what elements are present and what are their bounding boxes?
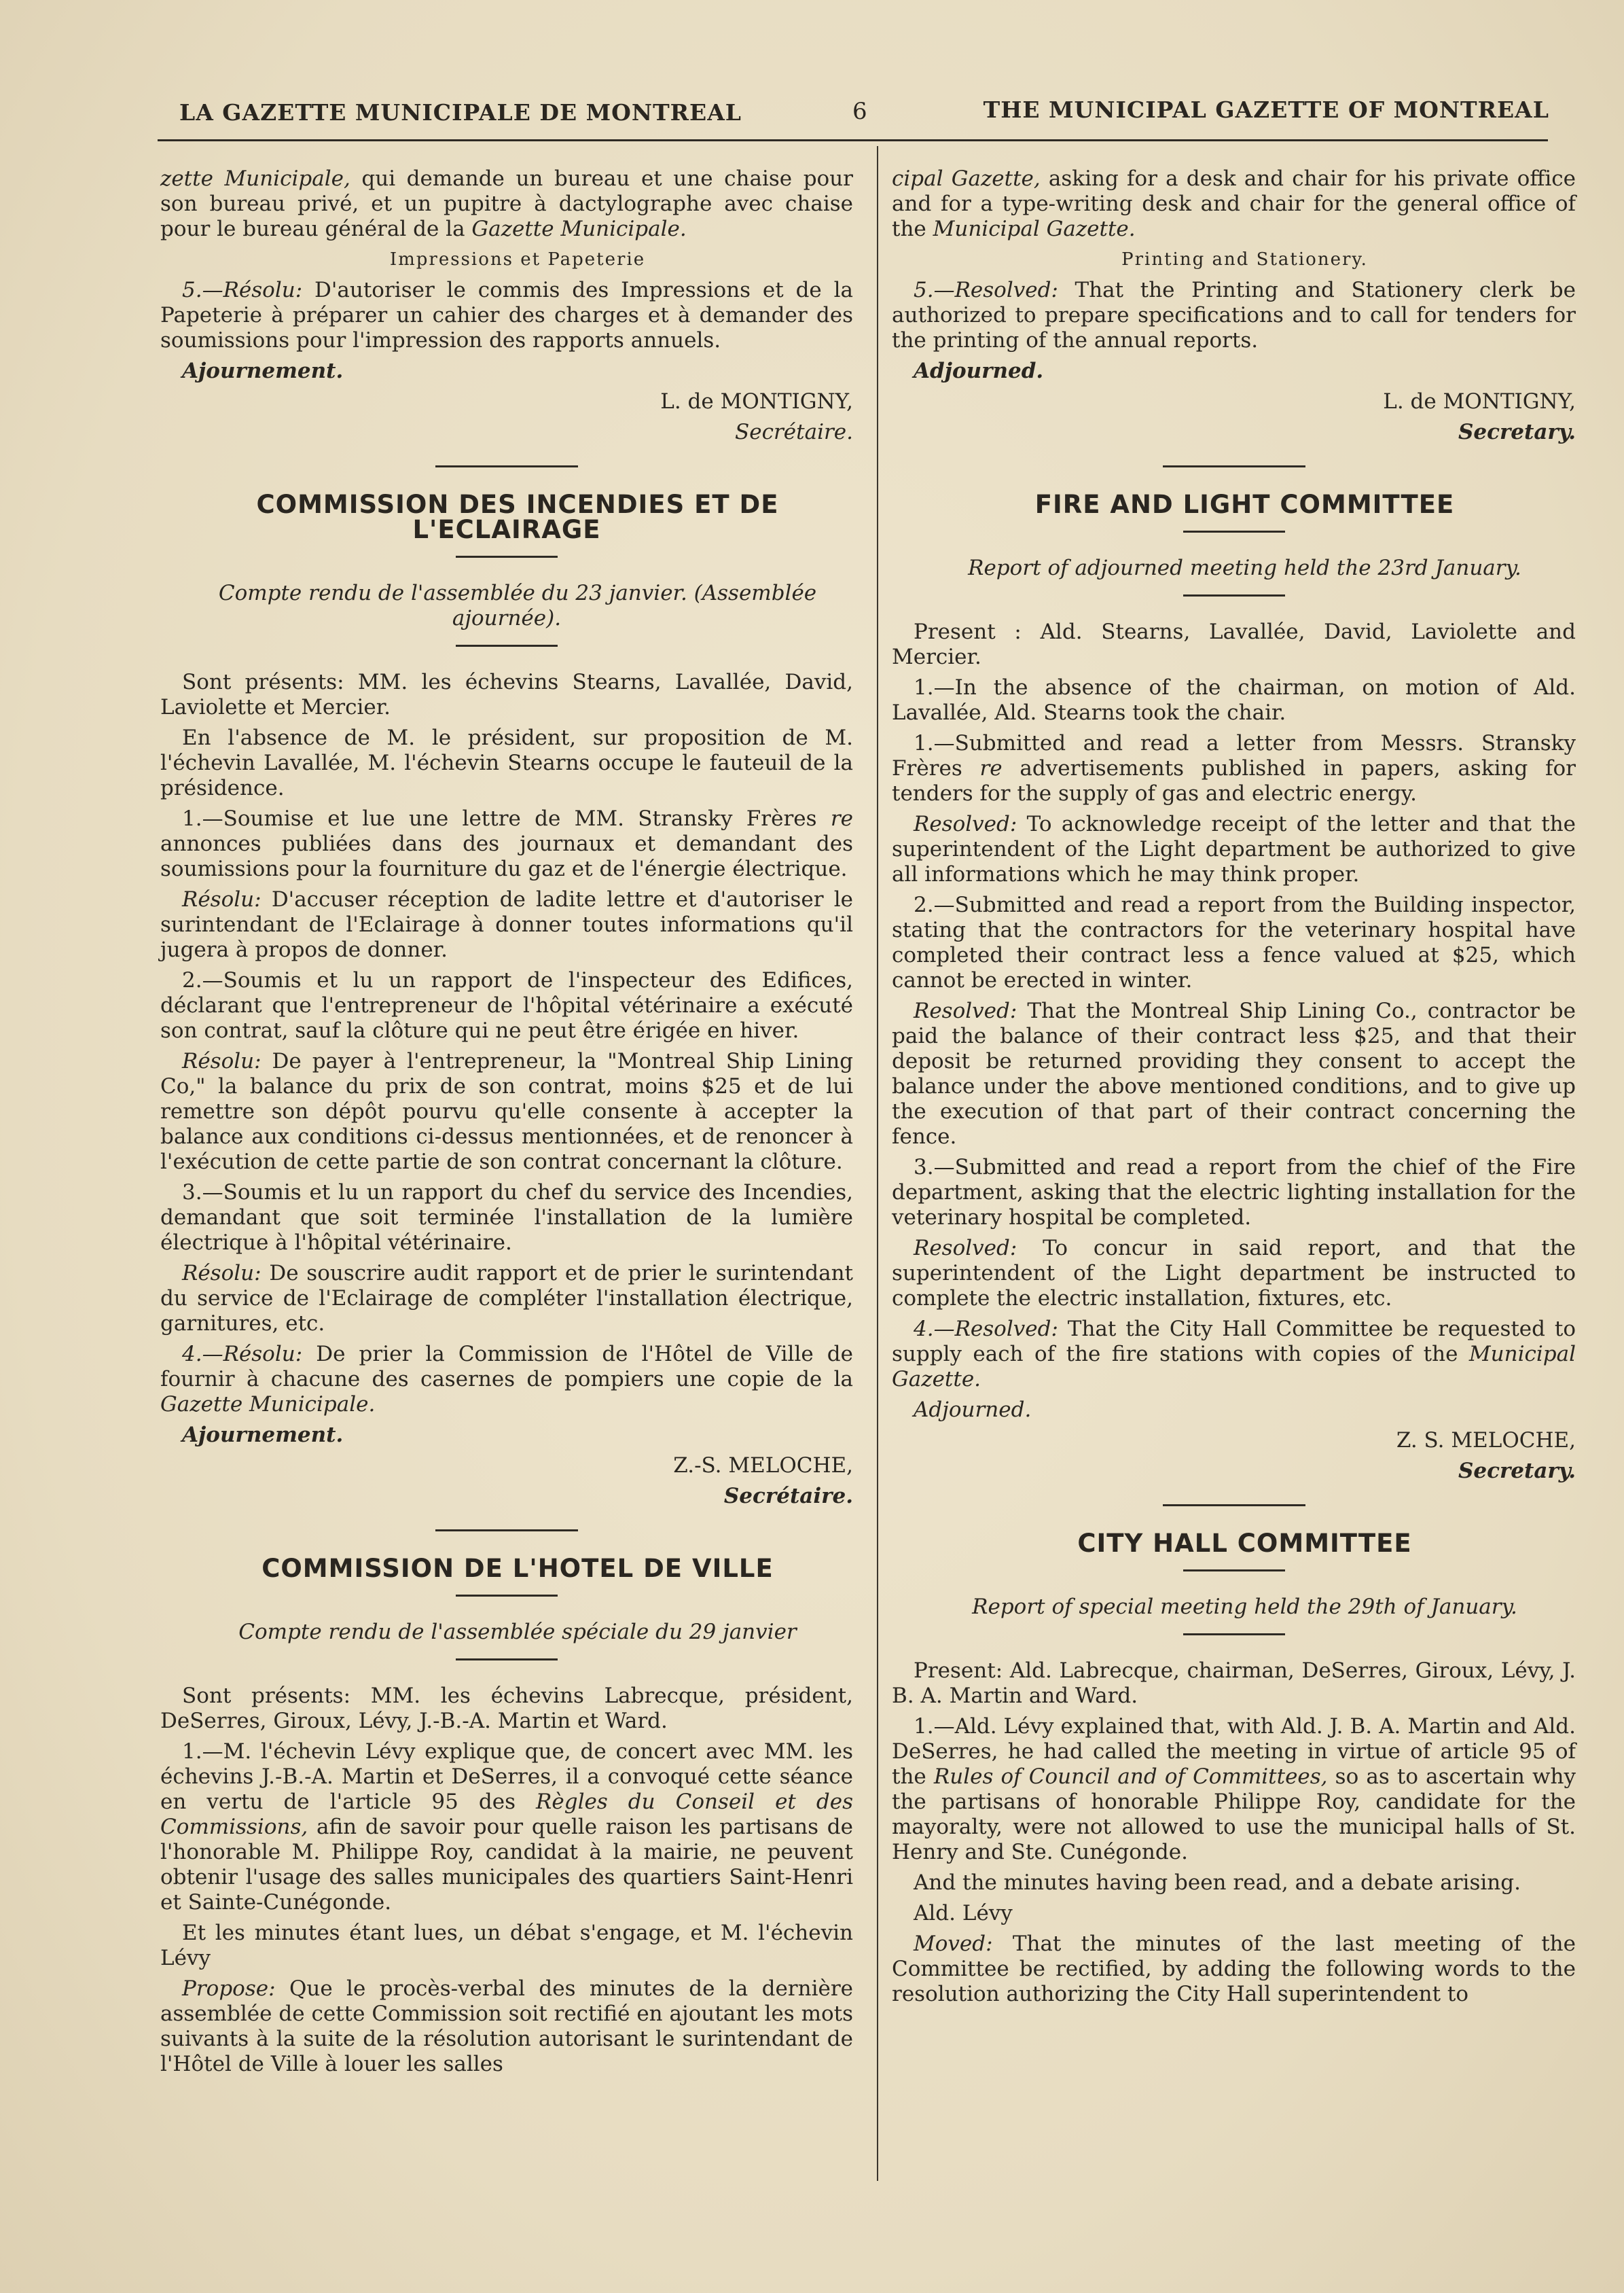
city-hall-report-subtitle: Compte rendu de l'assemblée spéciale du 29 janvier <box>238 1620 797 1644</box>
french-column <box>160 166 853 2082</box>
paragraph: Ald. Lévy <box>914 1901 1013 1925</box>
signature-title: Secretary. <box>1458 1459 1576 1483</box>
masthead <box>170 94 1549 132</box>
paragraph: Propose: Que le procès-verbal des minutes de la dernière assemblée de cette Commission soit rectifié en ajoutant les mots suivants à la suite de la résolution autorisant le surintendant de l'Hôtel de Ville à louer les salles <box>160 1976 853 2076</box>
paragraph: Résolu: De souscrire audit rapport et de prier le surintendant du service de l'Eclairage de compléter l'installation électrique, garnitures, etc. <box>160 1261 853 1336</box>
adjournment-label: Adjourned. <box>914 359 1044 383</box>
section-rule <box>456 556 558 558</box>
signature-name: L. de MONTIGNY, <box>660 389 853 414</box>
masthead-english-title: THE MUNICIPAL GAZETTE OF MONTREAL <box>983 96 1549 123</box>
section-rule <box>1183 1633 1285 1635</box>
city-hall-heading: CITY HALL COMMITTEE <box>1077 1529 1412 1558</box>
continued-paragraph: cipal Gazette, asking for a desk and chair for his private office and for a type-writing desk and chair for the general office of the Municipal Gazette. <box>892 166 1576 241</box>
paragraph: 2.—Soumis et lu un rapport de l'inspecteur des Edifices, déclarant que l'entrepreneur de l'hôpital vétérinaire a exécuté son contrat, sauf la clôture qui ne peut être érigée en hiver. <box>160 968 853 1043</box>
signature-title: Secretary. <box>1458 420 1576 444</box>
paragraph: 1.—M. l'échevin Lévy explique que, de concert avec MM. les échevins J.-B.-A. Martin et DeSerres, il a convoqué cette séance en vertu de l'article 95 des Règles du Conseil et des Commissions, afin de savoir pour quelle raison les partisans de l'honorable M. Philippe Roy, candidat à la mairie, ne peuvent obtenir l'usage des salles municipales des quartiers Saint-Henri et Sainte-Cunégonde. <box>160 1739 853 1915</box>
signature-title: Secrétaire. <box>735 420 853 444</box>
paragraph: Resolved: That the Montreal Ship Lining Co., contractor be paid the balance of their contract less $25, and that their deposit be returned providing they consent to accept the balance under the above mentioned conditions, and to give up the execution of that part of their contract concerning the fence. <box>892 999 1576 1149</box>
paragraph: 4.—Resolved: That the City Hall Committee be requested to supply each of the fire stations with copies of the Municipal Gazette. <box>892 1317 1576 1391</box>
paragraph: Resolved: To concur in said report, and that the superintendent of the Light department be instructed to complete the electric installation, fixtures, etc. <box>892 1236 1576 1311</box>
signature-name: L. de MONTIGNY, <box>1383 389 1576 414</box>
city-hall-report-subtitle: Report of special meeting held the 29th of January. <box>972 1595 1517 1619</box>
section-rule <box>1183 594 1285 597</box>
printing-resolution: 5.—Résolu: D'autoriser le commis des Impressions et de la Papeterie à préparer un cahier des charges et à demander des soumissions pour l'impression des rapports annuels. <box>160 278 853 353</box>
paragraph: Present: Ald. Labrecque, chairman, DeSerres, Giroux, Lévy, J. B. A. Martin and Ward. <box>892 1658 1576 1708</box>
fire-committee-heading: COMMISSION DES INCENDIES ET DE L'ECLAIRAGE <box>256 490 779 544</box>
section-rule <box>1183 531 1285 533</box>
section-rule <box>1163 1504 1305 1506</box>
signature-name: Z. S. MELOCHE, <box>1396 1428 1576 1453</box>
page-number: 6 <box>852 98 867 125</box>
section-rule <box>456 1595 558 1597</box>
paragraph: 2.—Submitted and read a report from the Building inspector, stating that the contractors for the veterinary hospital have completed their contract less a fence valued at $25, which cannot be erected in winter. <box>892 893 1576 993</box>
printing-heading: Printing and Stationery. <box>1121 249 1368 270</box>
signature-name: Z.-S. MELOCHE, <box>673 1453 853 1478</box>
paragraph: And the minutes having been read, and a debate arising. <box>914 1870 1521 1895</box>
paragraph: Sont présents: MM. les échevins Stearns, Lavallée, David, Laviolette et Mercier. <box>160 670 853 719</box>
section-rule <box>435 465 578 467</box>
fire-report-subtitle: Compte rendu de l'assemblée du 23 janvier. (Assemblée ajournée). <box>218 581 817 630</box>
masthead-french-title: LA GAZETTE MUNICIPALE DE MONTREAL <box>179 99 742 126</box>
paragraph: 1.—Ald. Lévy explained that, with Ald. J. B. A. Martin and Ald. DeSerres, he had called the meeting in virtue of article 95 of the Rules of Council and of Committees, so as to ascertain why the partisans of honorable Philippe Roy, candidate for the mayoralty, were not allowed to use the municipal halls of St. Henry and Ste. Cunégonde. <box>892 1714 1576 1864</box>
paragraph: Sont présents: MM. les échevins Labrecque, président, DeSerres, Giroux, Lévy, J.-B.-A. Martin et Ward. <box>160 1684 853 1733</box>
paragraph: Et les minutes étant lues, un débat s'engage, et M. l'échevin Lévy <box>160 1921 853 1970</box>
paragraph: 3.—Submitted and read a report from the chief of the Fire department, asking that the electric lighting installation for the veterinary hospital be completed. <box>892 1155 1576 1230</box>
continued-paragraph: zette Municipale, qui demande un bureau et une chaise pour son bureau privé, et un pupitre à dactylographe avec chaise pour le bureau général de la Gazette Municipale. <box>160 166 853 241</box>
adjournment-label: Ajournement. <box>182 1423 344 1447</box>
section-rule <box>1183 1569 1285 1571</box>
paragraph: Present : Ald. Stearns, Lavallée, David, Laviolette and Mercier. <box>892 620 1576 669</box>
section-rule <box>456 1658 558 1660</box>
masthead-rule <box>158 139 1548 141</box>
printing-heading: Impressions et Papeterie <box>389 249 646 270</box>
column-divider <box>877 146 878 2181</box>
adjournment-label: Ajournement. <box>182 359 344 383</box>
signature-title: Secrétaire. <box>723 1484 853 1508</box>
paragraph: 4.—Résolu: De prier la Commission de l'Hôtel de Ville de fournir à chacune des casernes de pompiers une copie de la Gazette Municipale. <box>160 1342 854 1417</box>
english-column <box>892 166 1576 2012</box>
fire-committee-heading: FIRE AND LIGHT COMMITTEE <box>1034 490 1455 519</box>
paragraph: Moved: That the minutes of the last meeting of the Committee be rectified, by adding the following words to the resolution authorizing the City Hall superintendent to <box>892 1932 1576 2006</box>
city-hall-heading: COMMISSION DE L'HOTEL DE VILLE <box>261 1554 774 1583</box>
paragraph: En l'absence de M. le président, sur proposition de M. l'échevin Lavallée, M. l'échevin Stearns occupe le fauteuil de la présidence. <box>160 726 853 800</box>
paragraph: Résolu: D'accuser réception de ladite lettre et d'autoriser le surintendant de l'Eclairage à donner toutes informations qu'il jugera à propos de donner. <box>160 887 854 962</box>
printing-resolution: 5.—Resolved: That the Printing and Stationery clerk be authorized to prepare specifications and to call for tenders for the printing of the annual reports. <box>892 278 1576 353</box>
paragraph: 1.—In the absence of the chairman, on motion of Ald. Lavallée, Ald. Stearns took the chair. <box>892 675 1576 725</box>
section-rule <box>456 645 558 647</box>
paragraph: Resolved: To acknowledge receipt of the letter and that the superintendent of the Light department be authorized to give all informations which he may think proper. <box>892 812 1576 887</box>
section-rule <box>435 1529 578 1531</box>
adjournment-label: Adjourned. <box>914 1398 1032 1422</box>
paragraph: 1.—Soumise et lue une lettre de MM. Stransky Frères re annonces publiées dans des journaux et demandant des soumissions pour la fourniture du gaz et de l'énergie électrique. <box>160 806 853 881</box>
paragraph: 1.—Submitted and read a letter from Messrs. Stransky Frères re advertisements published in papers, asking for tenders for the supply of gas and electric energy. <box>892 731 1576 806</box>
paragraph: 3.—Soumis et lu un rapport du chef du service des Incendies, demandant que soit terminée l'installation de la lumière électrique à l'hôpital vétérinaire. <box>160 1180 853 1255</box>
section-rule <box>1163 465 1305 467</box>
paragraph: Résolu: De payer à l'entrepreneur, la "Montreal Ship Lining Co," la balance du prix de son contrat, moins $25 et de lui remettre son dépôt pourvu qu'elle consente à accepter la balance aux conditions ci-dessus mentionnées, et de renoncer à l'exécution de cette partie de son contrat concernant la clôture. <box>160 1049 854 1174</box>
fire-report-subtitle: Report of adjourned meeting held the 23rd January. <box>968 556 1521 580</box>
